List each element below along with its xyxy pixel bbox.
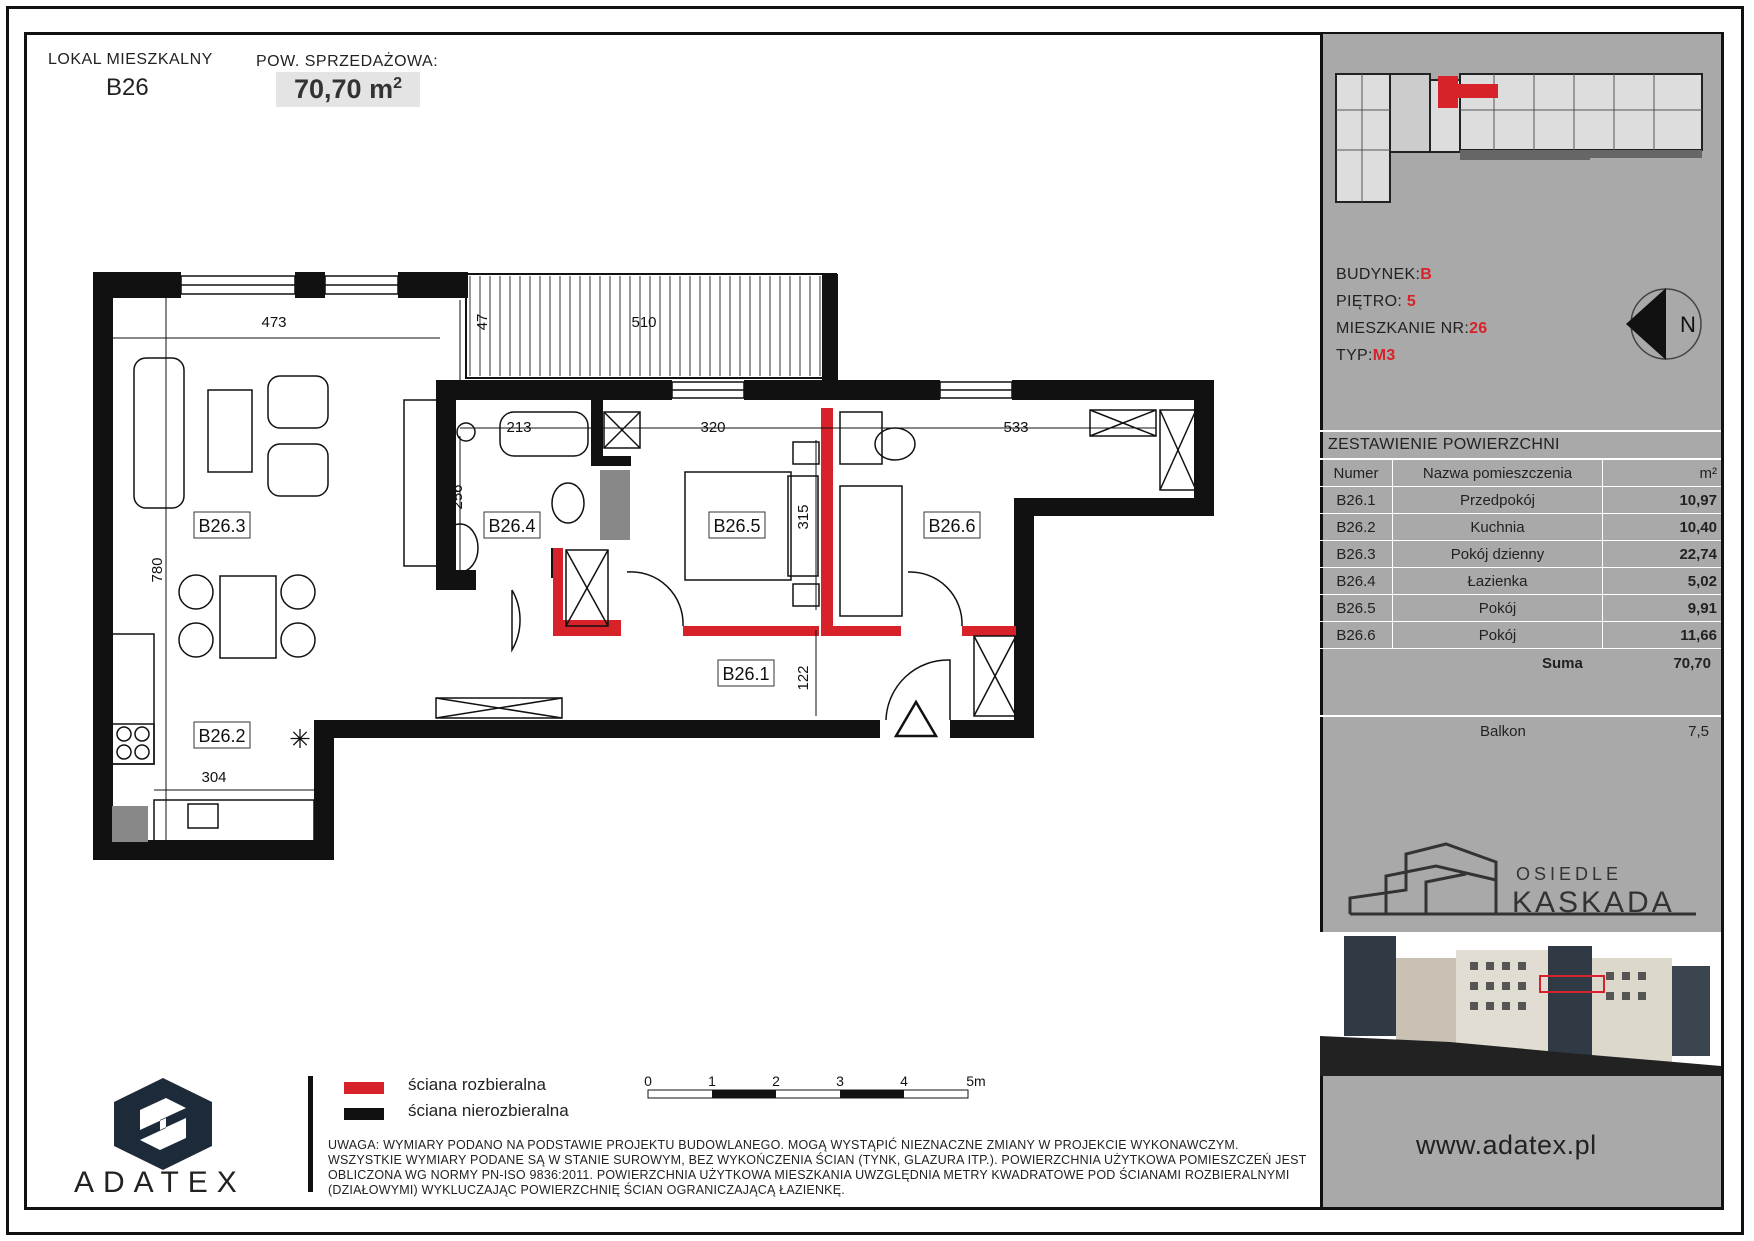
floor-value: 5 (1406, 293, 1417, 310)
estate-name-big: KASKADA (1512, 886, 1675, 919)
floor-info: PIĘTRO: 5 (1336, 293, 1417, 310)
legend-swatch-removable (344, 1082, 384, 1094)
summary-row (1320, 622, 1721, 649)
col-number: Numer (1320, 460, 1393, 487)
summary-cell-number: B26.4 (1320, 568, 1393, 595)
apartment-info: MIESZKANIE NR:26 (1336, 320, 1488, 337)
col-name: Nazwa pomieszczenia (1393, 460, 1603, 487)
building-value: B (1420, 266, 1433, 283)
type-info: TYP:M3 (1336, 347, 1396, 364)
disclaimer-note: UWAGA: WYMIARY PODANO NA PODSTAWIE PROJEKTU BUDOWLANEGO. MOGĄ WYSTĄPIĆ NIEZNACZNE ZMIANY W PROJEKCIE WYKONAWCZYM. WSZYSTKIE WYMIARY PODANE SĄ W STANIE SUROWYM, BEZ WYKOŃCZENIA ŚCIAN (TYNK, GLAZURA ITP.). POWIERZCHNIA UŻYTKOWA POMIESZCZEŃ JEST OBLICZONA WG NORMY PN-ISO 9836:2011. POWIERZCHNIA UŻYTKOWA MIESZKANIA UWZGLĘDNIA METRY KWADRATOWE POD ŚCIANAMI ROZBIERALNYMI (DZIAŁOWYMI) WYKLUCZAJĄC POWIERZCHNIĘ ŚCIAN OGRANICZAJĄCĄ ŁAZIENKĘ. (328, 1138, 1307, 1197)
sum-value: 70,70 (1673, 655, 1711, 672)
site-plan-thumbnail (1334, 70, 1708, 214)
svg-text:N: N (1680, 312, 1696, 337)
area-value: 70,70 m (294, 74, 394, 104)
summary-row (1320, 487, 1721, 514)
summary-cell-number: B26.3 (1320, 541, 1393, 568)
summary-cell-number: B26.6 (1320, 622, 1393, 649)
dim-kitchen-width: 304 (201, 769, 227, 786)
room-label-bedroom-2: B26.6 (928, 516, 976, 536)
svg-text:✳: ✳ (289, 724, 311, 754)
estate-name-small: OSIEDLE (1516, 864, 1623, 884)
summary-cell-name: Pokój (1393, 622, 1603, 649)
legend-removable: ściana rozbieralna (408, 1075, 546, 1094)
north-arrow-icon (1622, 284, 1704, 364)
company-name: ADATEX (74, 1166, 246, 1199)
balcony-row (1320, 717, 1721, 743)
summary-cell-area: 10,40 (1603, 514, 1722, 541)
scale-tick-0: 0 (644, 1073, 652, 1089)
summary-cell-name: Kuchnia (1393, 514, 1603, 541)
dim-balcony-depth: 47 (474, 313, 491, 331)
summary-table (1320, 460, 1721, 649)
legend-swatch-fixed (344, 1108, 384, 1120)
adatex-logo-icon (108, 1076, 218, 1170)
legend-separator (308, 1076, 313, 1192)
summary-sum-row (1320, 649, 1721, 677)
dim-bath-width: 213 (506, 419, 532, 436)
dim-bed2-width: 533 (1003, 419, 1029, 436)
estate-logo (1346, 832, 1706, 928)
scale-bar (636, 1072, 1006, 1102)
room-label-kitchen: B26.2 (198, 726, 246, 746)
dimension-lines (113, 298, 1156, 840)
building-info: BUDYNEK:B (1336, 266, 1433, 283)
col-unit: m² (1603, 460, 1722, 487)
balcony-label: Balkon (1480, 723, 1526, 740)
summary-cell-name: Przedpokój (1393, 487, 1603, 514)
summary-cell-number: B26.1 (1320, 487, 1393, 514)
dim-living-width: 473 (261, 314, 287, 331)
legend-fixed: ściana nierozbieralna (408, 1101, 569, 1120)
summary-cell-area: 11,66 (1603, 622, 1722, 649)
summary-row (1320, 568, 1721, 595)
dim-living-depth: 780 (149, 557, 166, 583)
dim-balcony-width: 510 (631, 314, 657, 331)
balcony-value: 7,5 (1688, 723, 1709, 740)
room-label-bathroom: B26.4 (488, 516, 536, 536)
scale-tick-2: 2 (772, 1073, 780, 1089)
summary-cell-name: Pokój (1393, 595, 1603, 622)
apartment-value: 26 (1469, 320, 1488, 337)
summary-cell-area: 5,02 (1603, 568, 1722, 595)
summary-cell-name: Pokój dzienny (1393, 541, 1603, 568)
dim-hall-depth: 122 (795, 665, 812, 691)
summary-title: ZESTAWIENIE POWIERZCHNI (1320, 432, 1721, 460)
scale-tick-4: 4 (900, 1073, 908, 1089)
summary-cell-area: 9,91 (1603, 595, 1722, 622)
scale-tick-1: 1 (708, 1073, 716, 1089)
scale-tick-3: 3 (836, 1073, 844, 1089)
dim-bed1-width: 320 (700, 419, 726, 436)
summary-cell-area: 10,97 (1603, 487, 1722, 514)
sum-label: Suma (1542, 655, 1583, 672)
area-label: POW. SPRZEDAŻOWA: (256, 53, 439, 70)
room-label-hall: B26.1 (722, 664, 770, 684)
unit-label: LOKAL MIESZKALNY (48, 51, 213, 68)
area-exponent: 2 (393, 75, 402, 92)
furniture (112, 358, 962, 842)
summary-row (1320, 595, 1721, 622)
summary-row (1320, 514, 1721, 541)
scale-tick-5: 5m (966, 1073, 986, 1089)
dim-bed1-depth: 315 (795, 504, 812, 530)
unit-code: B26 (106, 74, 149, 101)
summary-section (1320, 430, 1721, 743)
room-label-bedroom-1: B26.5 (713, 516, 761, 536)
building-render-image (1320, 932, 1721, 1076)
dim-bath-depth: 256 (449, 484, 466, 510)
summary-cell-number: B26.2 (1320, 514, 1393, 541)
room-label-living: B26.3 (198, 516, 246, 536)
summary-row (1320, 541, 1721, 568)
summary-cell-area: 22,74 (1603, 541, 1722, 568)
summary-cell-name: Łazienka (1393, 568, 1603, 595)
type-value: M3 (1372, 347, 1396, 364)
summary-cell-number: B26.5 (1320, 595, 1393, 622)
company-url: www.adatex.pl (1416, 1130, 1597, 1160)
